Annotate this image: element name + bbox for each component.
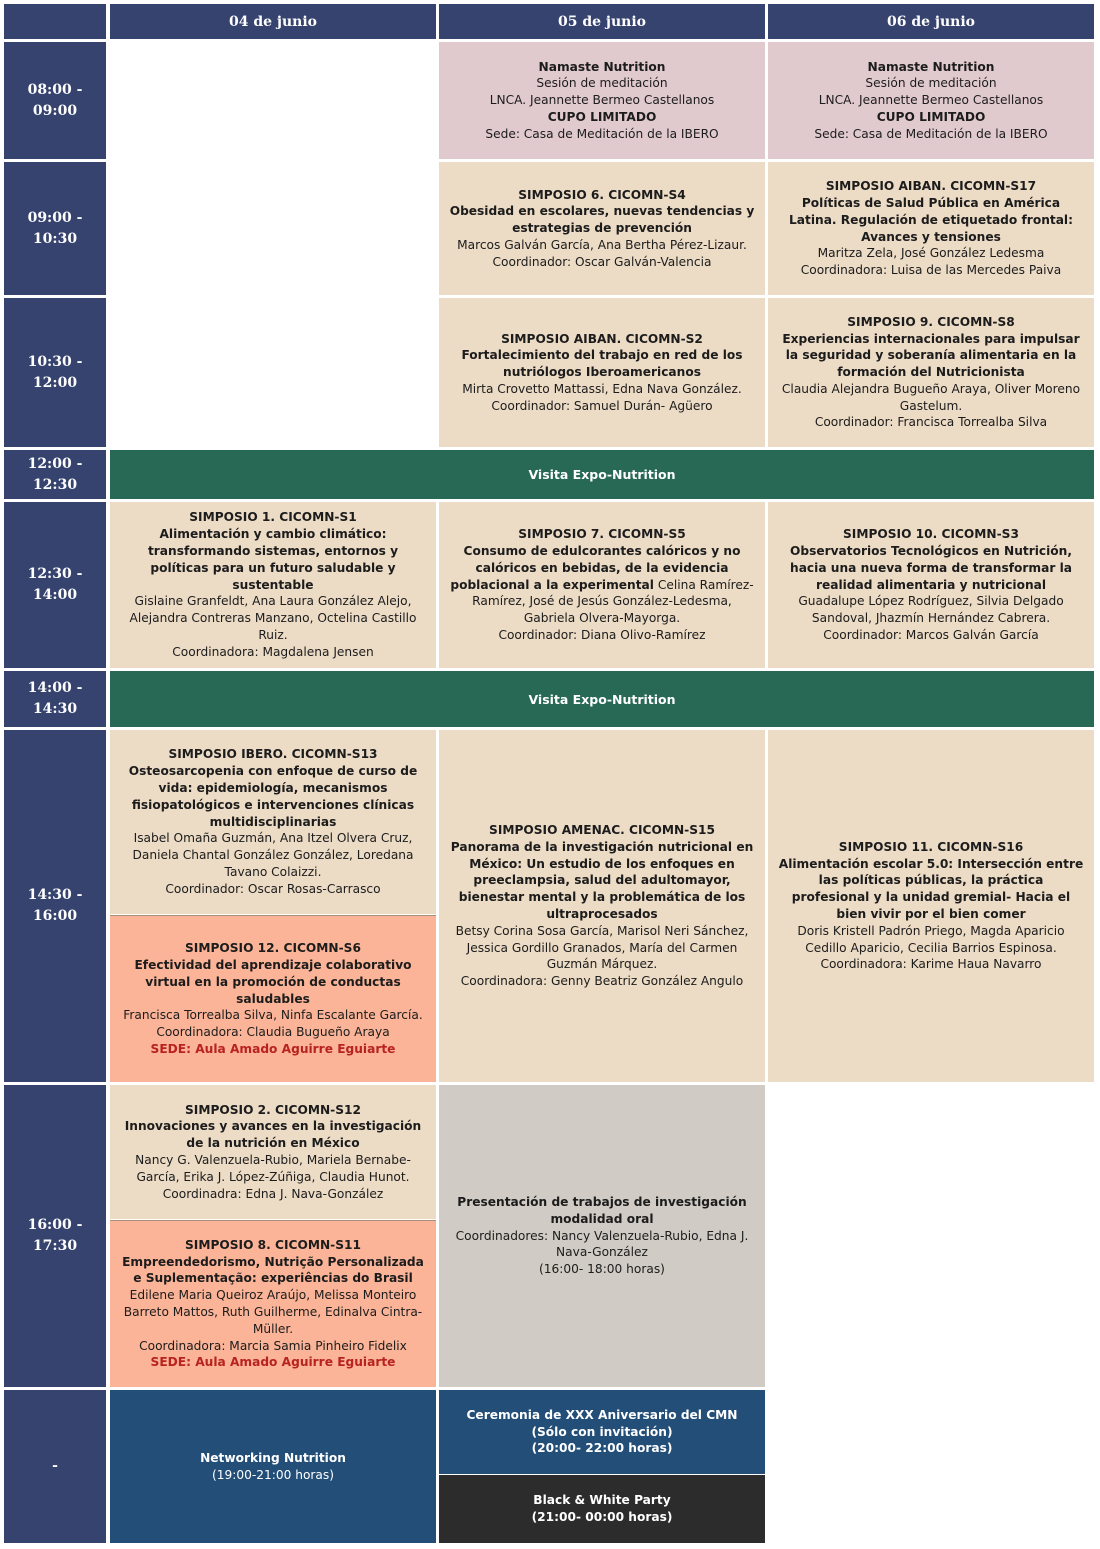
session-topic: Panorama de la investigación nutricional en México: Un estudio de los enfoques en preeclampsia, salud del adultomayor, bienestar mental y la problemática de los ultraprocesados — [450, 839, 754, 921]
session-venue: SEDE: Aula Amado Aguirre Eguiarte — [150, 1041, 396, 1056]
session-venue: Sede: Casa de Meditación de la IBERO — [814, 126, 1048, 141]
time-1430-16: 14:30 - 16:00 — [4, 730, 106, 1082]
session-topic: Consumo de edulcorantes calóricos y no calóricos en bebidas, de la evidencia poblacional a la experimental — [450, 544, 741, 592]
time-09-1030: 09:00 - 10:30 — [4, 162, 106, 295]
session-title: Namaste Nutrition — [867, 59, 995, 74]
session-speaker: LNCA. Jeannette Bermeo Castellanos — [818, 93, 1044, 108]
event-title: Networking Nutrition — [200, 1450, 346, 1465]
day-header-05: 05 de junio — [439, 4, 765, 39]
session-topic: Obesidad en escolares, nuevas tendencias y estrategias de prevención — [449, 204, 755, 236]
day-header-06: 06 de junio — [768, 4, 1094, 39]
session-code: SIMPOSIO 8. CICOMN-S11 — [185, 1237, 361, 1252]
session-s16 — [768, 730, 1094, 1082]
session-code: SIMPOSIO IBERO. CICOMN-S13 — [168, 747, 378, 762]
session-title: Namaste Nutrition — [538, 59, 666, 74]
session-coordinator: Coordinadora: Karime Haua Navarro — [820, 957, 1042, 972]
session-venue: SEDE: Aula Amado Aguirre Eguiarte — [150, 1355, 396, 1370]
event-hours: (20:00- 22:00 horas) — [531, 1441, 673, 1456]
session-speakers: Marcos Galván García, Ana Bertha Pérez-Lizaur. — [457, 237, 747, 252]
session-s6 — [110, 915, 436, 1082]
session-coordinator: Coordinador: Oscar Rosas-Carrasco — [165, 881, 381, 896]
session-speakers: Guadalupe López Rodríguez, Silvia Delgado Sandoval, Jhazmín Hernández Cabrera. — [798, 594, 1064, 626]
session-subtitle: Sesión de meditación — [536, 76, 668, 91]
session-code: SIMPOSIO AMENAC. CICOMN-S15 — [489, 823, 715, 838]
session-subtitle: Sesión de meditación — [865, 76, 997, 91]
corner-cell — [4, 4, 106, 39]
session-coordinator: Coordinador: Marcos Galván García — [823, 627, 1039, 642]
session-topic: Osteosarcopenia con enfoque de curso de vida: epidemiología, mecanismos fisiopatológicos e intervenciones clínicas multidisciplinarias — [128, 764, 418, 829]
session-speakers: Mirta Crovetto Mattassi, Edna Nava González. — [462, 381, 742, 396]
session-speakers: Maritza Zela, José González Ledesma — [817, 246, 1045, 261]
session-topic: Alimentación escolar 5.0: Intersección entre las políticas públicas, la práctica profesional y la unidad gremial- Hacia el bien vivir por el bien comer — [778, 856, 1084, 921]
empty-cell — [110, 298, 436, 447]
session-code: SIMPOSIO 6. CICOMN-S4 — [518, 187, 686, 202]
session-topic: Efectividad del aprendizaje colaborativo virtual en la promoción de conductas saludables — [134, 958, 412, 1006]
empty-cell — [768, 1390, 1094, 1543]
session-s12 — [110, 1085, 436, 1219]
time-08-09: 08:00 - 09:00 — [4, 42, 106, 159]
day-header-04: 04 de junio — [110, 4, 436, 39]
session-code: SIMPOSIO 11. CICOMN-S16 — [838, 839, 1024, 854]
event-networking — [110, 1390, 436, 1543]
session-coordinators: Coordinadores: Nancy Valenzuela-Rubio, Edna J. Nava-González — [455, 1228, 749, 1260]
session-s2 — [439, 298, 765, 447]
session-venue: Sede: Casa de Meditación de la IBERO — [485, 126, 719, 141]
session-coordinator: Coordinador: Samuel Durán- Agüero — [491, 398, 713, 413]
session-title: Presentación de trabajos de investigación modalidad oral — [457, 1195, 747, 1226]
session-namaste-05 — [439, 42, 765, 159]
session-speakers: Gislaine Granfeldt, Ana Laura González Alejo, Alejandra Contreras Manzano, Octelina Castillo Ruiz. — [129, 594, 417, 642]
session-code: SIMPOSIO 1. CICOMN-S1 — [189, 510, 357, 525]
empty-cell — [110, 42, 436, 159]
time-14-1430: 14:00 - 14:30 — [4, 671, 106, 727]
session-code: SIMPOSIO 10. CICOMN-S3 — [843, 527, 1019, 542]
session-s4 — [439, 162, 765, 295]
session-coordinator: Coordinador: Oscar Galván-Valencia — [492, 254, 712, 269]
time-12-1230: 12:00 - 12:30 — [4, 450, 106, 499]
session-speakers: Claudia Alejandra Bugueño Araya, Oliver Moreno Gastelum. — [781, 381, 1081, 413]
session-s3 — [768, 502, 1094, 668]
session-speaker: LNCA. Jeannette Bermeo Castellanos — [489, 93, 715, 108]
session-coordinator: Coordinador: Francisca Torrealba Silva — [814, 415, 1048, 430]
session-coordinator: Coordinadora: Claudia Bugueño Araya — [156, 1025, 390, 1040]
session-speakers: Doris Kristell Padrón Priego, Magda Aparicio Cedillo Aparicio, Cecilia Barrios Espinosa. — [797, 923, 1065, 955]
event-ceremony — [439, 1390, 765, 1474]
session-code: SIMPOSIO AIBAN. CICOMN-S17 — [825, 179, 1037, 194]
session-coordinator: Coordinadora: Luisa de las Mercedes Paiva — [800, 263, 1062, 278]
session-topic: Observatorios Tecnológicos en Nutrición, hacia una nueva forma de transformar la realidad alimentaria y nutricional — [790, 544, 1072, 592]
session-s13 — [110, 730, 436, 914]
session-hours: (16:00- 18:00 horas) — [539, 1262, 665, 1277]
session-s1 — [110, 502, 436, 668]
session-coordinator: Coordinadora: Marcia Samia Pinheiro Fidelix — [139, 1338, 407, 1353]
empty-cell — [110, 162, 436, 295]
session-topic: Alimentación y cambio climático: transformando sistemas, entornos y políticas para un futuro saludable y sustentable — [147, 527, 399, 592]
session-topic: Innovaciones y avances en la investigación de la nutrición en México — [124, 1119, 422, 1151]
session-topic: Fortalecimiento del trabajo en red de los nutriólogos Iberoamericanos — [461, 348, 743, 380]
session-code: SIMPOSIO 9. CICOMN-S8 — [847, 314, 1015, 329]
time-16-1730: 16:00 - 17:30 — [4, 1085, 106, 1387]
event-party — [439, 1475, 765, 1543]
session-code: SIMPOSIO 2. CICOMN-S12 — [185, 1102, 361, 1117]
time-1030-12: 10:30 - 12:00 — [4, 298, 106, 447]
session-s5 — [439, 502, 765, 668]
session-s17 — [768, 162, 1094, 295]
session-speakers: Francisca Torrealba Silva, Ninfa Escalante García. — [123, 1008, 423, 1023]
session-namaste-06 — [768, 42, 1094, 159]
empty-cell — [768, 1085, 1094, 1387]
session-topic: Experiencias internacionales para impulsar la seguridad y soberanía alimentaria en la formación del Nutricionista — [782, 331, 1080, 380]
expo-break-2: Visita Expo-Nutrition — [110, 671, 1094, 727]
session-speakers: Nancy G. Valenzuela-Rubio, Mariela Bernabe-García, Erika J. López-Zúñiga, Claudia Hunot. — [135, 1153, 411, 1184]
session-speakers: Isabel Omaña Guzmán, Ana Itzel Olvera Cruz, Daniela Chantal González González, Loredana Tavano Colaizzi. — [132, 831, 414, 879]
session-code: SIMPOSIO 12. CICOMN-S6 — [185, 941, 361, 956]
session-s11 — [110, 1220, 436, 1387]
event-title: Black & White Party — [533, 1493, 671, 1508]
session-s8 — [768, 298, 1094, 447]
session-oral-presentations — [439, 1085, 765, 1387]
session-code: SIMPOSIO AIBAN. CICOMN-S2 — [501, 331, 703, 346]
session-coordinator: Coordinadora: Magdalena Jensen — [172, 644, 374, 659]
session-coordinator: Coordinadra: Edna J. Nava-González — [162, 1186, 384, 1201]
session-topic: Políticas de Salud Pública en América Latina. Regulación de etiquetado frontal: Avances y tensiones — [789, 195, 1073, 244]
event-title: Ceremonia de XXX Aniversario del CMN (Sólo con invitación) — [466, 1407, 738, 1439]
session-coordinator: Coordinadora: Genny Beatriz González Angulo — [460, 974, 744, 989]
session-topic-with-speakers — [449, 543, 755, 627]
session-capacity: CUPO LIMITADO — [876, 109, 986, 124]
expo-break-1: Visita Expo-Nutrition — [110, 450, 1094, 499]
session-s15 — [439, 730, 765, 1082]
time-1230-14: 12:30 - 14:00 — [4, 502, 106, 668]
session-speakers: Edilene Maria Queiroz Araújo, Melissa Monteiro Barreto Mattos, Ruth Guilherme, Edinalva Cintra-Müller. — [123, 1288, 423, 1336]
session-capacity: CUPO LIMITADO — [547, 109, 657, 124]
session-code: SIMPOSIO 7. CICOMN-S5 — [518, 527, 686, 542]
session-coordinator: Coordinador: Diana Olivo-Ramírez — [498, 627, 706, 642]
session-speakers: Celina Ramírez-Ramírez, José de Jesús González-Ledesma, Gabriela Olvera-Mayorga. — [472, 577, 754, 626]
event-hours: (21:00- 00:00 horas) — [531, 1510, 673, 1524]
session-topic: Empreendedorismo, Nutrição Personalizada e Suplementação: experiências do Brasil — [122, 1254, 424, 1286]
session-speakers: Betsy Corina Sosa García, Marisol Neri Sánchez, Jessica Gordillo Granados, María del Carmen Guzmán Márquez. — [455, 923, 749, 972]
event-hours: (19:00-21:00 horas) — [211, 1467, 335, 1482]
time-evening: - — [4, 1390, 106, 1543]
